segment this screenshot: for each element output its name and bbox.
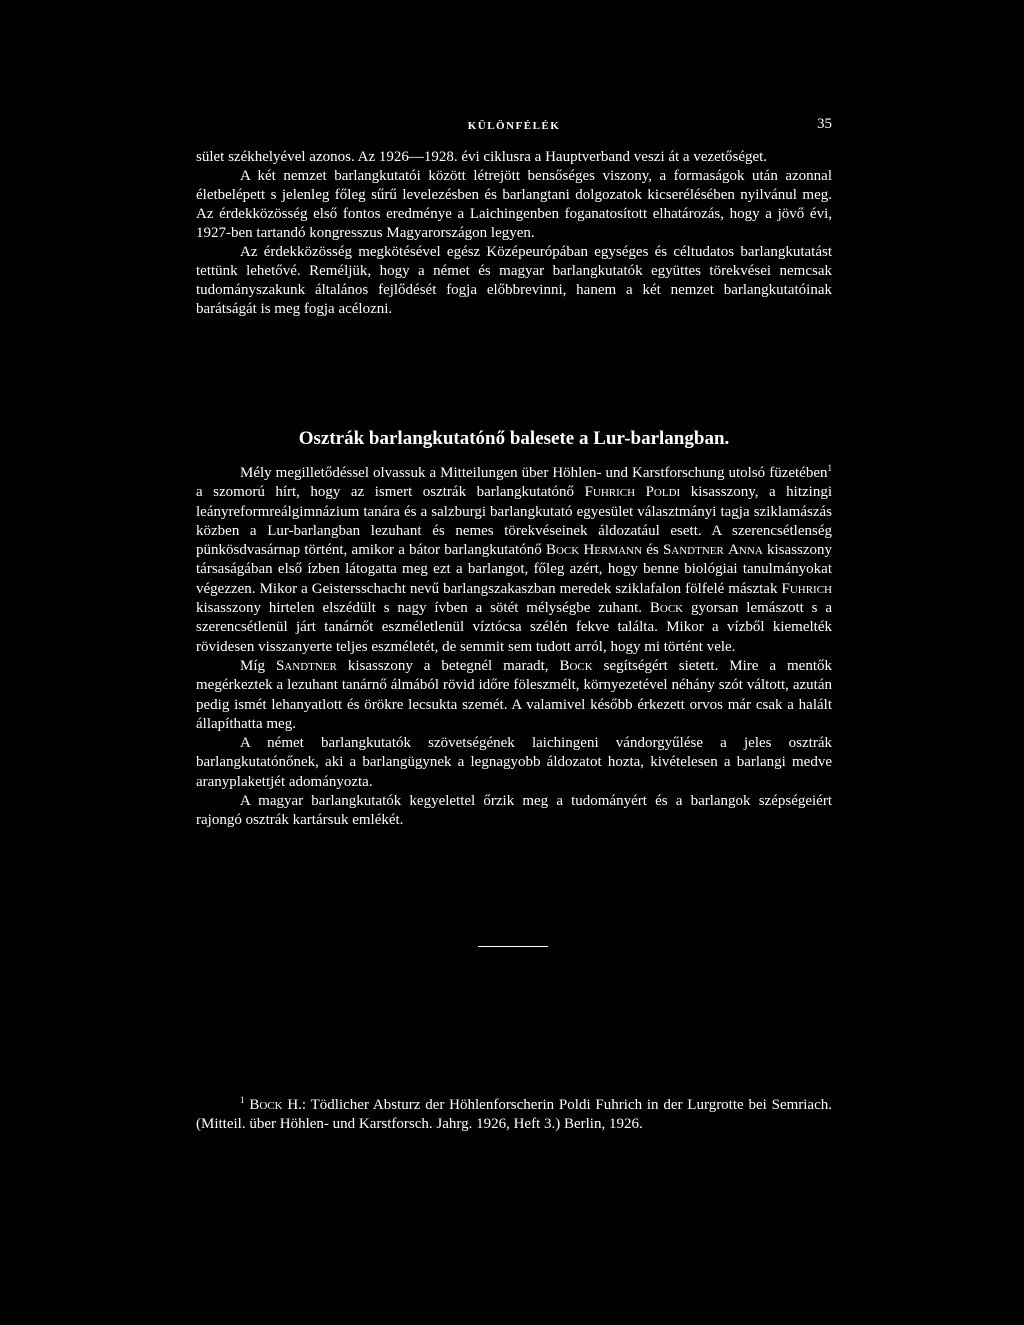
- footnote: [196, 1096, 832, 1134]
- section-paragraph-2: [196, 657, 832, 734]
- person-name: Sandtner: [275, 657, 337, 674]
- footnote-reference: 1: [827, 463, 832, 473]
- person-name: Poldi: [645, 484, 681, 501]
- running-title: KÜLÖNFÉLÉK: [467, 120, 561, 132]
- text-run: kisasszony társaságában első ízben látogatta meg ezt a barlangot, főleg azért, hogy benne biológiai tanulmányokat végezzen. Mikor a Geistersschacht nevű barlangszakaszban meredek sziklafalon fölfelé másztak: [196, 542, 833, 597]
- section-title: Osztrák barlangkutatónő balesete a Lur-barlangban.: [298, 428, 730, 449]
- person-name: Sandtner: [662, 542, 724, 559]
- person-name: Bock: [649, 600, 684, 617]
- text-run: a szomorú hírt, hogy az ismert osztrák barlangkutatónő: [196, 484, 585, 501]
- text-run: és: [641, 542, 663, 559]
- intro-paragraph-1: sület székhelyével azonos. Az 1926—1928. évi ciklusra a Hauptverband veszi át a vezetőséget.: [196, 149, 768, 165]
- text-run: kisasszony, a hitzingi leányreformreálgimnázium tanára és a salzburgi barlangkutató egyesület választmányi tagja sziklamászás közben a Lur-barlangban lezuhant és nemes törekvéseinek áldozatául esett. A szerencsétlenség pünkösdvasárnap történt, amikor a bátor barlangkutatónő: [196, 484, 832, 559]
- section-paragraph-4: A magyar barlangkutatók kegyelettel őrzik meg a tudományért és a barlangok szépségeiért rajongó osztrák kartársuk emlékét.: [196, 793, 832, 829]
- intro-text: [196, 148, 832, 319]
- person-name: Fuhrich: [584, 484, 636, 501]
- running-head: [196, 116, 832, 136]
- person-name: Fuhrich: [781, 580, 832, 597]
- article-section: [196, 428, 832, 831]
- text-run: gyorsan lemászott s a szerencsétlenül járt tanárnőt eszméletlenül víztócsa szélén fekve találta. Mikor a vízből kiemelték rövidesen visszanyerte teljes eszméletét, de semmit sem tudott arról, hogy mi történt vele.: [196, 600, 832, 655]
- person-name: Bock: [545, 542, 580, 559]
- text-run: Míg: [240, 657, 276, 674]
- intro-paragraph-3: Az érdekközösség megkötésével egész Középeurópában egységes és céltudatos barlangkutatást tettünk lehetővé. Reméljük, hogy a német és magyar barlangkutatók együttes törekvései nemcsak tudományszakunk általános fejlődését fogja előbbrevinni, hanem a két nemzet barlangkutatóinak barátságát is meg fogja acélozni.: [196, 244, 832, 317]
- footnote-author: Bock: [249, 1097, 283, 1113]
- footnote-text: [196, 1096, 832, 1134]
- person-name: Anna: [728, 542, 763, 559]
- person-name: Hermann: [583, 542, 642, 559]
- footnote-divider: [478, 946, 548, 947]
- section-paragraph-1: [196, 464, 832, 657]
- text-run: kisasszony hirtelen elszédült s nagy ívben a sötét mélységbe zuhant.: [196, 600, 650, 617]
- text-run: Mély megilletődéssel olvassuk a Mitteilungen über Höhlen- und Karstforschung utolsó füzetében: [240, 465, 828, 481]
- text-run: segítségért sietett. Mire a mentők megérkeztek a lezuhant tanárnő álmából rövid időre föleszmélt, környezetével néhány szót váltott, azután pedig ismét lehanyatlott és örökre lecsukta szemét. A valamivel később érkezett orvos már csak a halált állapíthatta meg.: [196, 657, 832, 732]
- section-paragraph-3: A német barlangkutatók szövetségének laichingeni vándorgyűlése a jeles osztrák barlangkutatónőnek, aki a barlangügynek a legnagyobb áldozatot hozta, kivételesen a barlangi medve aranyplakettjét adományozta.: [196, 735, 832, 790]
- footnote-citation: H.: Tödlicher Absturz der Höhlenforscherin Poldi Fuhrich in der Lurgrotte bei Semriach. (Mitteil. über Höhlen- und Karstforsch. Jahrg. 1926, Heft 3.) Berlin, 1926.: [196, 1097, 833, 1132]
- text-run: kisasszony a betegnél maradt,: [336, 657, 560, 674]
- footnote-mark: 1: [240, 1095, 245, 1105]
- person-name: Bock: [559, 657, 593, 674]
- intro-paragraph-2: A két nemzet barlangkutatói között létrejött bensőséges viszony, a formaságok után azonnal életbelépett s jelenleg főleg sűrű levelezésben és barlangtani dolgozatok kicserélésében nyilvánul meg. Az érdekközösség első fontos eredménye a Laichingenben foganatosított elhatározás, hogy a jövő évi, 1927-ben tartandó kongresszus Magyarországon legyen.: [196, 168, 832, 241]
- page-number: 35: [817, 116, 832, 132]
